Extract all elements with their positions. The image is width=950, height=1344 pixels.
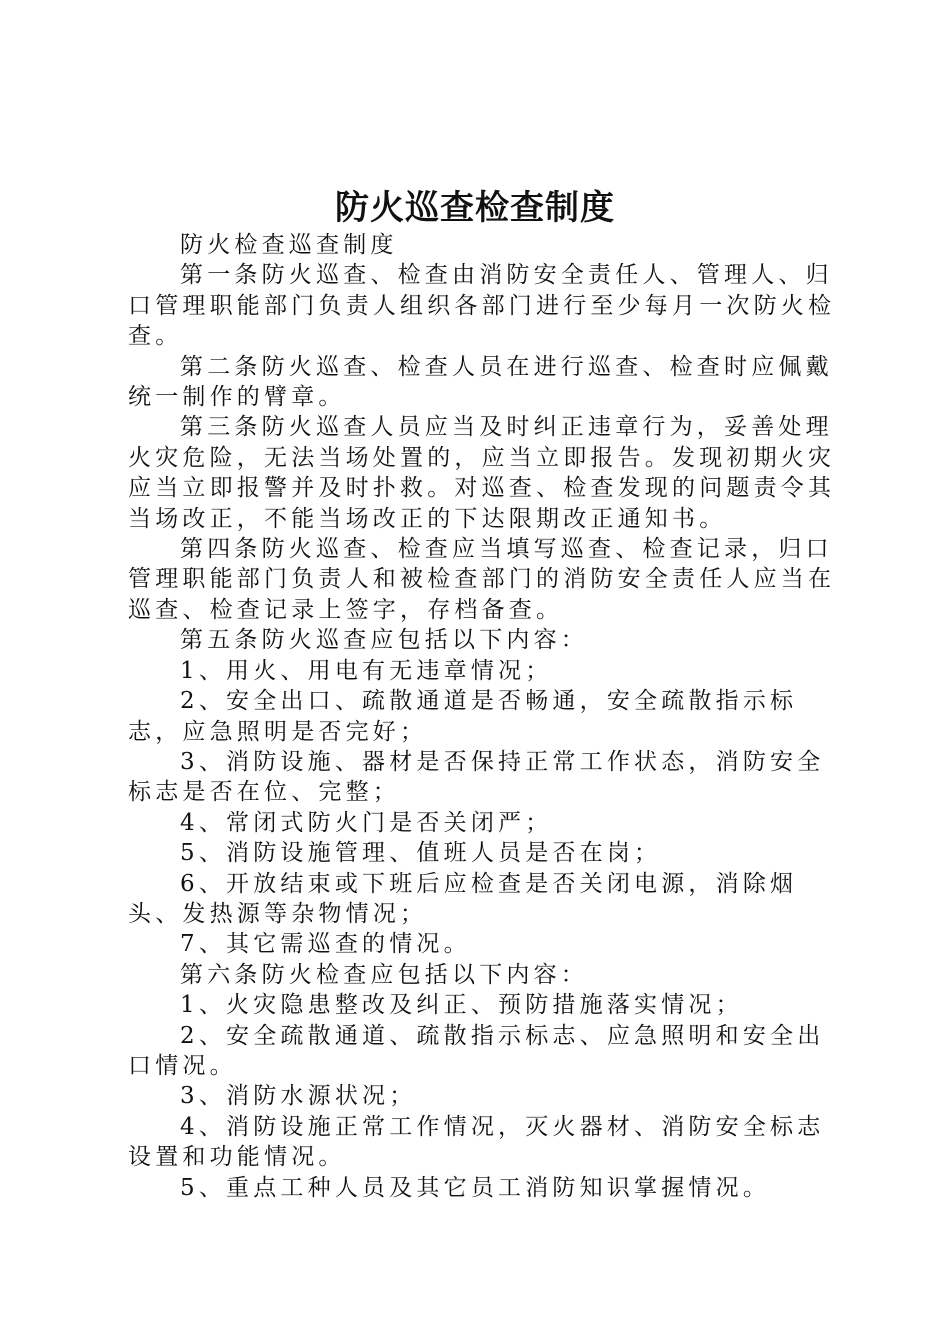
document-body (128, 230, 848, 1203)
article-6-item-1: 1、火灾隐患整改及纠正、预防措施落实情况； (180, 992, 743, 1019)
article-5-item-3: 3、消防设施、器材是否保持正常工作状态，消防安全标志是否在位、完整； (128, 748, 825, 806)
article-6-heading: 第六条防火检查应包括以下内容： (180, 961, 588, 988)
document-title: 防火巡查检查制度 (335, 188, 615, 228)
subtitle-paragraph: 防火检查巡查制度 (180, 232, 398, 258)
article-5-item-4: 4、常闭式防火门是否关闭严； (180, 809, 553, 836)
article-1-paragraph: 第一条防火巡查、检查由消防安全责任人、管理人、归口管理职能部门负责人组织各部门进行至少每月一次防火检查。 (128, 262, 836, 350)
article-3-paragraph: 第三条防火巡查人员应当及时纠正违章行为，妥善处理火灾危险，无法当场处置的，应当立即报告。发现初期火灾应当立即报警并及时扑救。对巡查、检查发现的问题责令其当场改正，不能当场改正的下达限期改正通知书。 (128, 414, 836, 532)
article-4-paragraph: 第四条防火巡查、检查应当填写巡查、检查记录，归口管理职能部门负责人和被检查部门的消防安全责任人应当在巡查、检查记录上签字，存档备查。 (128, 536, 836, 623)
article-6-item-5: 5、重点工种人员及其它员工消防知识掌握情况。 (180, 1174, 771, 1201)
article-5-item-2: 2、安全出口、疏散通道是否畅通，安全疏散指示标志，应急照明是否完好； (128, 688, 798, 745)
article-6-item-3: 3、消防水源状况； (180, 1083, 417, 1110)
article-6-item-2: 2、安全疏散通道、疏散指示标志、应急照明和安全出口情况。 (128, 1022, 825, 1079)
article-5-item-7: 7、其它需巡查的情况。 (180, 931, 471, 958)
article-2-paragraph: 第二条防火巡查、检查人员在进行巡查、检查时应佩戴统一制作的臂章。 (128, 353, 833, 411)
article-6-item-4: 4、消防设施正常工作情况，灭火器材、消防安全标志设置和功能情况。 (128, 1113, 825, 1171)
article-5-item-1: 1、用火、用电有无违章情况； (180, 657, 553, 684)
article-5-item-5: 5、消防设施管理、值班人员是否在岗； (180, 840, 662, 867)
article-5-item-6: 6、开放结束或下班后应检查是否关闭电源，消除烟头、发热源等杂物情况； (128, 870, 798, 927)
article-5-heading: 第五条防火巡查应包括以下内容： (180, 627, 588, 654)
